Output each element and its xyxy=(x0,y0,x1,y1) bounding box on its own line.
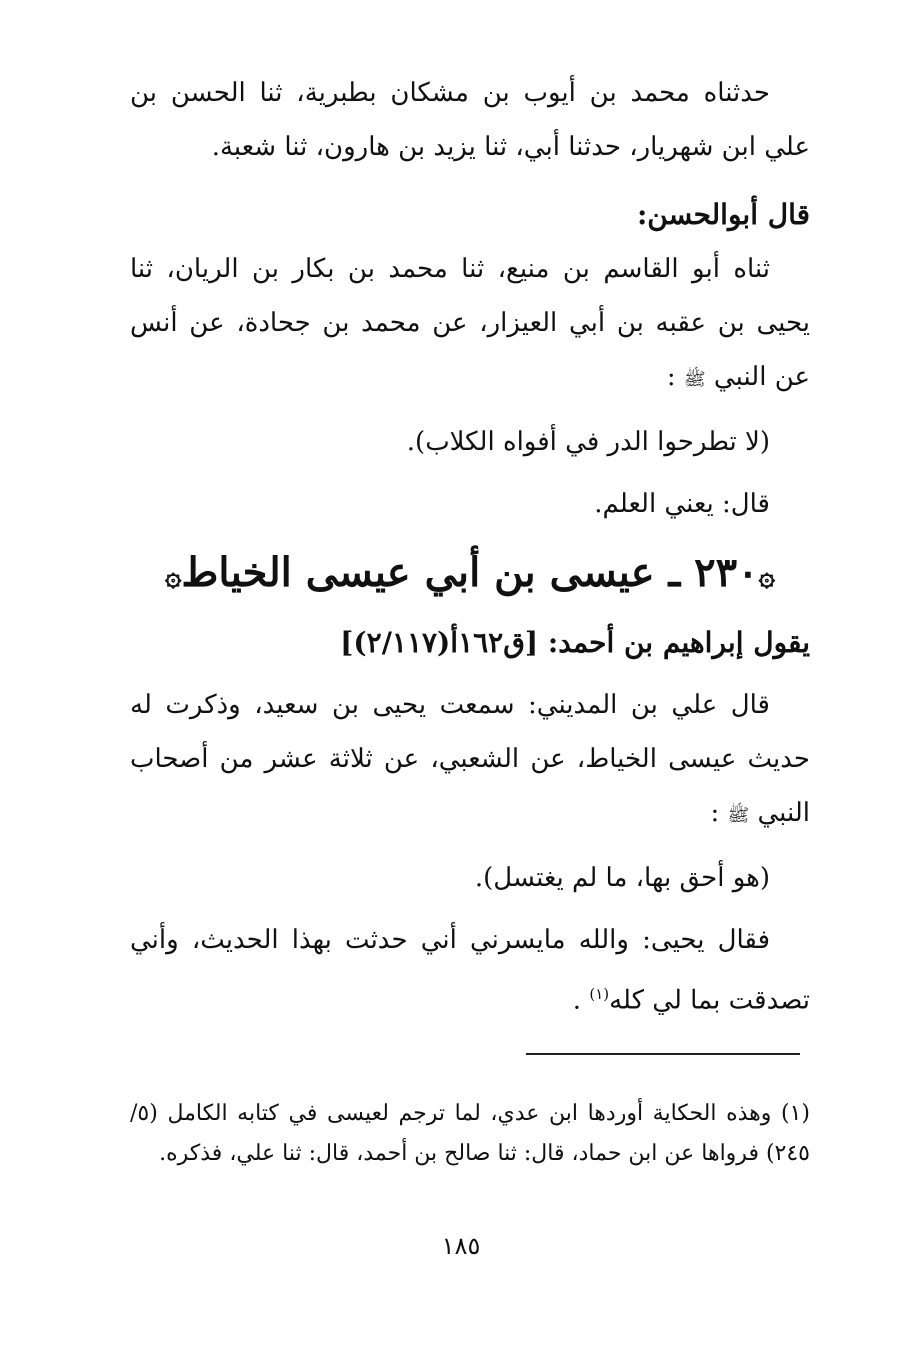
paragraph-5-text: فقال يحيى: والله مايسرني أني حدثت بهذا الحديث، وأني تصدقت بما لي كله xyxy=(130,925,810,1016)
footnote-ref: (١) xyxy=(589,985,610,1003)
paragraph-2-text: ثناه أبو القاسم بن منيع، ثنا محمد بن بكار بن الريان، ثنا يحيى بن عقبه بن أبي العيزار، عن محمد بن جحادة، عن أنس عن النبي xyxy=(130,254,810,392)
salla-glyph-2: ﷺ xyxy=(727,805,750,826)
footnote-divider xyxy=(526,1053,800,1055)
chapter-title: ٢٣٠ ـ عيسى بن أبي عيسى الخياط xyxy=(181,549,759,596)
paragraph-4 xyxy=(130,678,810,843)
paragraph-3: قال: يعني العلم. xyxy=(594,489,770,519)
ornament-left: ۞ xyxy=(165,559,182,592)
salla-glyph-1: ﷺ xyxy=(683,369,706,390)
paragraph-4-text: قال علي بن المديني: سمعت يحيى بن سعيد، وذكرت له حديث عيسى الخياط، عن الشعبي، عن ثلاثة عشر من أصحاب النبي xyxy=(130,690,810,828)
hadith-quote-2: (هو أحق بها، ما لم يغتسل). xyxy=(474,863,770,893)
paragraph-2-end: : xyxy=(666,362,676,392)
paragraph-5-end: . xyxy=(572,985,582,1016)
paragraph-5 xyxy=(130,913,810,1028)
hadith-quote-1: (لا تطرحوا الدر في أفواه الكلاب). xyxy=(406,427,770,457)
ornament-right: ۞ xyxy=(758,559,775,592)
paragraph-4-end: : xyxy=(710,798,720,828)
main-text xyxy=(130,66,810,1028)
heading-ibrahim: يقول إبراهيم بن أحمد: [ق١٦٢أ(٢/١١٧)] xyxy=(340,626,810,659)
paragraph-1: حدثناه محمد بن أيوب بن مشكان بطبرية، ثنا الحسن بن علي ابن شهريار، حدثنا أبي، ثنا يزيد بن هارون، ثنا شعبة. xyxy=(130,78,810,162)
chapter-heading xyxy=(130,541,810,608)
page-number: ١٨٥ xyxy=(441,1232,481,1260)
paragraph-2 xyxy=(130,242,810,407)
footnote: (١) وهذه الحكاية أوردها ابن عدي، لما ترجم لعيسى في كتابه الكامل (٥/ ٢٤٥) فرواها عن ابن حماد، قال: ثنا صالح بن أحمد، قال: ثنا علي، فذكره. xyxy=(130,1101,810,1166)
heading-abu-al-hasan: قال أبوالحسن: xyxy=(636,198,810,231)
